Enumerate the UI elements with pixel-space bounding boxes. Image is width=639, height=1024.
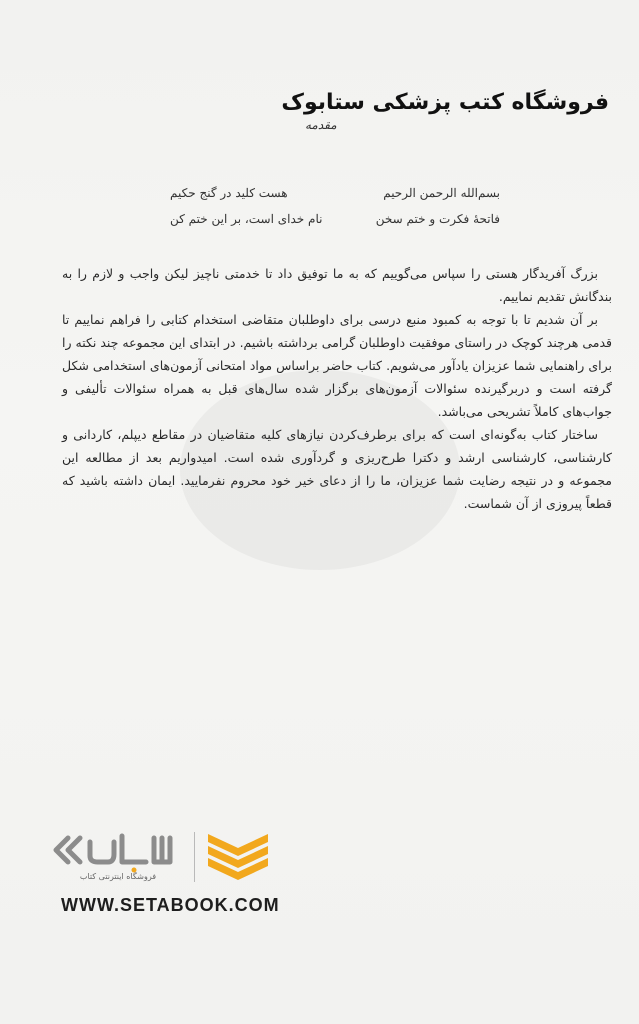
verse-line-2-right: فاتحهٔ فکرت و ختم سخن — [375, 212, 500, 226]
setabook-emblem-icon — [204, 830, 272, 882]
website-url[interactable]: WWW.SETABOOK.COM — [61, 895, 280, 915]
section-subtitle: مقدمه — [305, 118, 337, 132]
paragraph-2: بر آن شدیم تا با توجه به کمبود منبع درسی برای داوطلبان متقاضی استخدام کتابی را فراهم نماییم تا قدمی هرچند کوچک در راستای موفقیت داوطلبان گرامی برداشته باشیم. در ابتدای این مجموعه چند نکته را برای راهنمایی شما عزیزان یادآور می‌شویم. کتاب حاضر براساس مواد امتحانی آزمون‌های استخدامی شکل گرفته است و دربرگیرنده سئوالات آزمون‌های برگزار شده سال‌های قبل به همراه سئوالات تألیفی و جواب‌های کاملاً تشریحی می‌باشد. — [62, 312, 612, 419]
verse-line-2-left: نام خدای است، بر این ختم کن — [170, 212, 323, 226]
page-title: فروشگاه کتب پزشکی ستابوک — [281, 90, 609, 115]
setabook-logo — [46, 828, 286, 892]
verse-line-2 — [170, 206, 500, 232]
logo-divider — [194, 832, 195, 882]
paragraph-3: ساختار کتاب به‌گونه‌ای است که برای برطرف‌کردن نیازهای کلیه متقاضیان در مقاطع دیپلم، کاردانی و کارشناسی، کارشناسی ارشد و دکترا طرح‌ریزی و گردآوری شده است. امیدواریم بعد از مطالعه این مجموعه و در نتیجه رضایت شما عزیزان، ما را از دعای خیر خود محروم نفرمایید. ایمان داشته باشید که قطعاً پیروزی از آن شماست. — [62, 427, 612, 511]
verse-line-1-right: بسم‌الله الرحمن الرحیم — [383, 186, 500, 200]
verse-line-1 — [170, 180, 500, 206]
opening-verse — [170, 180, 500, 232]
logo-tagline: فروشگاه اینترنتی کتاب — [79, 872, 157, 881]
verse-line-1-left: هست کلید در گنج حکیم — [170, 186, 288, 200]
introduction-text — [62, 262, 612, 515]
paragraph-1: بزرگ آفریدگار هستی را سپاس می‌گوییم که به ما توفیق داد تا خدمتی ناچیز لیکن واجب و لازم را به بندگانش تقدیم نماییم. — [62, 266, 612, 304]
setabook-wordmark-icon — [46, 830, 186, 874]
